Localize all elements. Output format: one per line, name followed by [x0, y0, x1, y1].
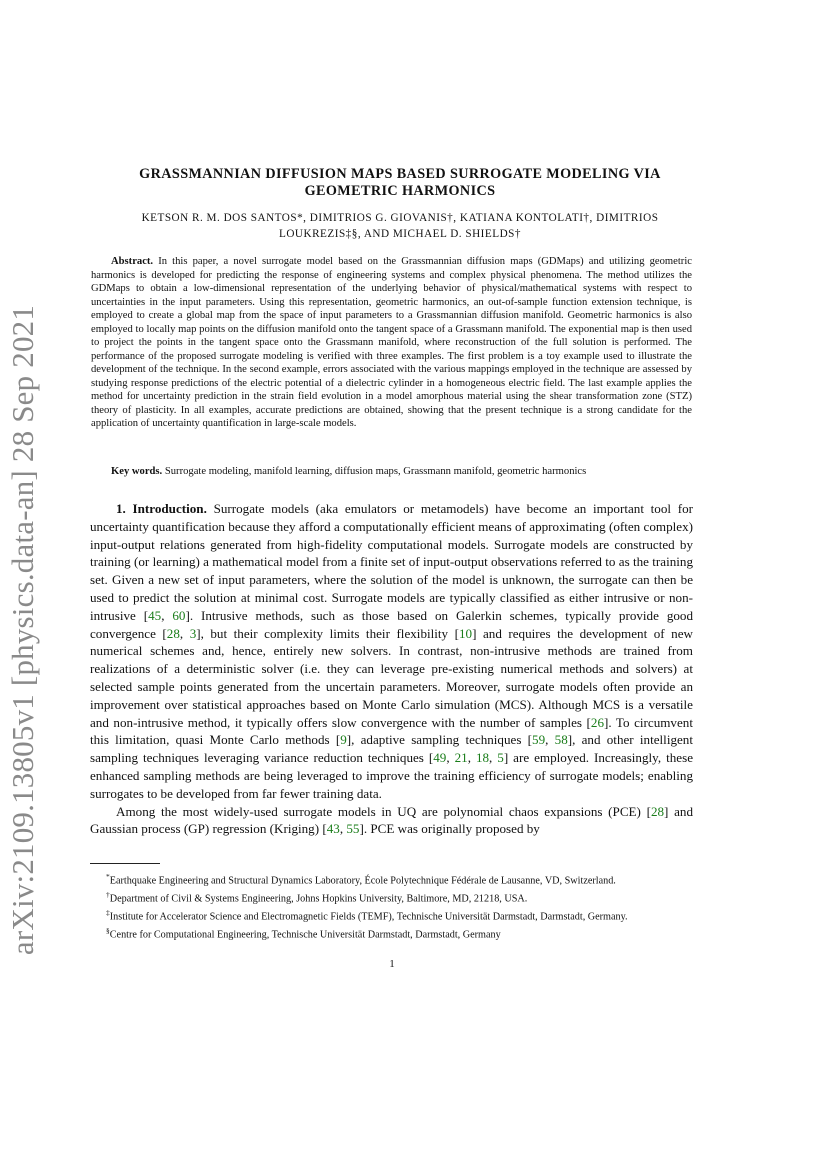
citation-link[interactable]: 3 — [189, 625, 197, 641]
citation-link[interactable]: 58 — [554, 732, 568, 748]
keywords-text: Surrogate modeling, manifold learning, diffusion maps, Grassmann manifold, geometric harmonics — [164, 466, 587, 477]
author-line: KETSON R. M. DOS SANTOS*, DIMITRIOS G. GIOVANIS†, KATIANA KONTOLATI†, DIMITRIOS — [141, 212, 659, 224]
citation-link[interactable]: 28 — [650, 803, 665, 819]
paragraph — [90, 803, 693, 839]
paragraph-text: , — [489, 750, 498, 766]
footnote-text: Institute for Accelerator Science and Electromagnetic Fields (TEMF), Technische Universität Darmstadt, Darmstadt, Germany. — [109, 911, 628, 923]
citation-link[interactable]: 45 — [148, 607, 162, 623]
citation-link[interactable]: 21 — [454, 750, 468, 766]
paragraph-text: ] and requires the development of new numerical schemes and, hence, entirely new solvers. In contrast, non-intrusive methods are trained from realizations of a deterministic solver (i.e. they can leverage pre-existing numerical methods and solvers) at selected sample points generated from the uncertain parameters. Moreover, surrogate models often provide an improvement over statistical approaches based on Monte Carlo simulation (MCS). Although MCS is a versatile and non-intrusive method, it typically offers slow convergence with the number of samples [ — [90, 625, 693, 730]
paper-title-line: GEOMETRIC HARMONICS — [304, 183, 496, 199]
citation-link[interactable]: 55 — [346, 821, 360, 837]
arxiv-identifier — [4, 304, 42, 956]
footnote-mark: * — [106, 872, 110, 881]
abstract-label: Abstract. — [111, 256, 154, 267]
paragraph-text: ], but their complexity limits their flexibility [ — [196, 625, 459, 641]
paragraph-text: ] and Gaussian process (GP) regression (Kriging) [ — [90, 803, 693, 837]
paragraph-text: Surrogate models (aka emulators or metamodels) have become an important tool for uncertainty quantification because they afford a computationally efficient means of approximating (often complex) input-output relations generated from high-fidelity computational models. Surrogate models are constructed by training (or learning) a mathematical model from a finite set of input-output observations referred to as the training set. Given a new set of input parameters, where the solution of the model is unknown, the surrogate can then be used to predict the solution at minimal cost. Surrogate models are typically classified as either intrusive or non-intrusive [ — [90, 501, 693, 623]
citation-link[interactable]: 26 — [590, 714, 604, 730]
footnote — [90, 888, 693, 906]
citation-link[interactable]: 43 — [326, 821, 340, 837]
author-list — [90, 210, 710, 242]
footnote-text: Earthquake Engineering and Structural Dynamics Laboratory, École Polytechnique Fédérale de Lausanne, VD, Switzerland. — [109, 875, 616, 887]
keywords — [91, 465, 703, 479]
citation-link[interactable]: 60 — [172, 607, 186, 623]
paragraph-text: ], adaptive sampling techniques [ — [346, 732, 533, 748]
footnote-mark: † — [106, 889, 110, 899]
paragraph-text: , — [179, 625, 190, 641]
paragraph-text: ]. PCE was originally proposed by — [359, 821, 540, 837]
keywords-label: Key words. — [111, 466, 163, 477]
paragraph-text: , — [339, 821, 347, 837]
paragraph — [90, 500, 693, 803]
footnote — [90, 906, 693, 924]
citation-link[interactable]: 5 — [497, 750, 504, 766]
abstract — [91, 255, 692, 431]
footnotes — [90, 870, 693, 942]
paragraph-text: ]. Intrusive methods, such as those based on Galerkin schemes, typically provide good convergence [ — [90, 607, 694, 641]
paper-title-line: GRASSMANNIAN DIFFUSION MAPS BASED SURROGATE MODELING VIA — [139, 166, 661, 182]
citation-link[interactable]: 18 — [475, 750, 490, 766]
paragraph-text: , — [467, 750, 476, 766]
footnote-text: Centre for Computational Engineering, Technische Universität Darmstadt, Darmstadt, Germany — [109, 929, 501, 941]
abstract-text: In this paper, a novel surrogate model based on the Grassmannian diffusion maps (GDMaps) and utilizing geometric harmonics is developed for predicting the response of engineering systems and complex physical phenomena. The method utilizes the GDMaps to obtain a low-dimensional representation of the underlying behavior of physical/mathematical systems with respect to uncertainties in the input parameters. Using this representation, geometric harmonics, an out-of-sample function extension technique, is employed to create a global map from the space of input parameters to a Grassmannian diffusion manifold. Geometric harmonics is also employed to locally map points on the diffusion manifold onto the tangent space of a Grassmann manifold. The exponential map is then used to project the points in the tangent space onto the Grassmann manifold, where reconstruction of the full solution is performed. The performance of the proposed surrogate modeling is verified with three examples. The first problem is a toy example used to illustrate the development of the technique. In the second example, errors associated with the various mappings employed in the technique are assessed by studying response predictions of the electric potential of a dielectric cylinder in a homogeneous electric field. The last example applies the method for uncertainty prediction in the strain field evolution in a model amorphous material using the shear transformation zone (STZ) theory of plasticity. In all examples, accurate predictions are obtained, showing that the present technique is a strong candidate for the application of uncertainty quantification in large-scale models. — [91, 256, 692, 429]
footnote-text: Department of Civil & Systems Engineering, Johns Hopkins University, Baltimore, MD, 21218, USA. — [109, 893, 528, 905]
page-number: 1 — [389, 958, 395, 970]
paragraph-text: ] are employed. Increasingly, these enhanced sampling methods are being leveraged to improve the training efficiency of surrogate models; enabling surrogates to be developed from far fewer training data. — [90, 750, 694, 801]
paper-title — [90, 166, 710, 200]
section-heading: 1. Introduction. — [116, 501, 207, 516]
footnote — [90, 870, 693, 888]
paragraph-text: Among the most widely-used surrogate models in UQ are polynomial chaos expansions (PCE) [ — [116, 803, 651, 819]
footnote — [90, 924, 693, 942]
paragraph-text: , — [161, 607, 173, 623]
paragraph-text: , — [446, 750, 455, 766]
paper-body — [90, 500, 693, 838]
citation-link[interactable]: 49 — [433, 750, 447, 766]
author-line: LOUKREZIS‡§, AND MICHAEL D. SHIELDS† — [279, 228, 521, 240]
footnote-divider — [90, 863, 160, 864]
citation-link[interactable]: 10 — [458, 625, 473, 641]
footnote-mark: ‡ — [106, 907, 110, 917]
citation-link[interactable]: 9 — [340, 732, 347, 748]
paragraph-text: ], and other intelligent sampling techniques leveraging variance reduction techniques [ — [90, 732, 693, 766]
arxiv-identifier-text: arXiv:2109.13805v1 [physics.data-an] 28 Sep 2021 — [5, 304, 40, 956]
citation-link[interactable]: 59 — [532, 732, 546, 748]
footnote-mark: § — [106, 925, 110, 935]
citation-link[interactable]: 28 — [166, 625, 180, 641]
paragraph-text: , — [545, 732, 555, 748]
paragraph-text: ]. To circumvent this limitation, quasi Monte Carlo methods [ — [90, 714, 693, 748]
